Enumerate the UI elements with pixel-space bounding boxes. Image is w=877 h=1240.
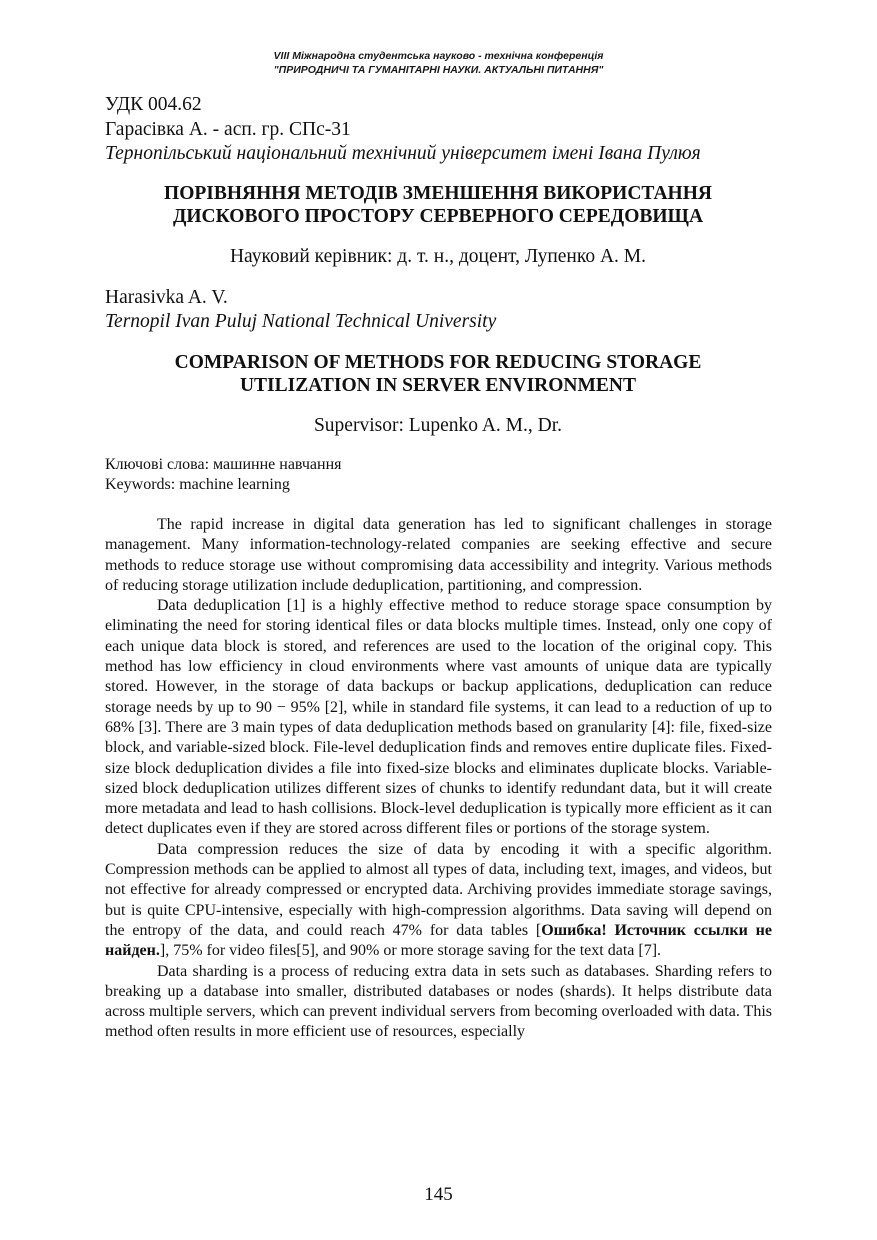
paragraph-3-text-a: Data compression reduces the size of data by encoding it with a specific algorithm. Compression methods can be applied to almost all types of data, including text, images, and videos, but not effective for already compressed or encrypted data. Archiving provides immediate storage savings, but is quite CPU-intensive, especially with high-compression algorithms. Data saving will depend on the entropy of the data, and could reach 47% for data tables [ <box>105 840 772 939</box>
conference-line-2: "ПРИРОДНИЧІ ТА ГУМАНІТАРНІ НАУКИ. АКТУАЛЬНІ ПИТАННЯ" <box>273 64 604 76</box>
paragraph-2: Data deduplication [1] is a highly effective method to reduce storage space consumption by eliminating the need for storing identical files or data blocks multiple times. Instead, only one copy of each unique data block is stored, and references are used to the location of the original copy. This method has low efficiency in cloud environments where vast amounts of unique data are typically stored. However, in the storage of data backups or backup applications, deduplication can reduce storage needs by up to 90 − 95% [2], while in standard file systems, it can lead to a reduction of up to 68% [3]. There are 3 main types of data deduplication methods based on granularity [4]: file, fixed-size block, and variable-sized block. File-level deduplication finds and removes entire duplicate files. Fixed-size block deduplication divides a file into fixed-size blocks and eliminates duplicate blocks. Variable-sized block deduplication utilizes different sizes of chunks to identify redundant data, but it will create more metadata and lead to hash collisions. Block-level deduplication is typically more efficient as it can detect duplicates even if they are stored across different files or portions of the storage system. <box>105 597 772 838</box>
conference-line-1: VIII Міжнародна студентська науково - технічна конференція <box>273 50 604 62</box>
title-ukrainian <box>105 182 771 228</box>
conference-header <box>0 49 877 77</box>
title-ukrainian-line-1: ПОРІВНЯННЯ МЕТОДІВ ЗМЕНШЕННЯ ВИКОРИСТАННЯ <box>164 183 712 204</box>
author-ukrainian: Гарасівка А. - асп. гр. СПс-31 <box>105 119 351 140</box>
paragraph-3-text-b: ], 75% for video files[5], and 90% or more storage saving for the text data [7]. <box>159 942 662 960</box>
page-number: 145 <box>424 1184 453 1205</box>
broken-reference-error: Ошибка! Источник ссылки не найден. <box>105 921 772 960</box>
paragraph-4: Data sharding is a process of reducing extra data in sets such as databases. Sharding refers to breaking up a database into smaller, distributed databases or nodes (shards). It helps distribute data across multiple servers, which can prevent individual servers from becoming overloaded with data. This method often results in more efficient use of resources, especially <box>105 962 772 1041</box>
university-english: Ternopil Ivan Puluj National Technical University <box>105 311 497 332</box>
keywords-ukrainian: Ключові слова: машинне навчання <box>105 456 342 473</box>
title-english-line-2: UTILIZATION IN SERVER ENVIRONMENT <box>239 375 637 396</box>
university-ukrainian: Тернопільський національний технічний університет імені Івана Пулюя <box>105 143 701 164</box>
paragraph-1: The rapid increase in digital data generation has led to significant challenges in storage management. Many information-technology-related companies are seeking effective and secure methods to reduce storage use without compromising data accessibility and integrity. Various methods of reducing storage utilization include deduplication, partitioning, and compression. <box>105 516 772 594</box>
body-text <box>105 515 772 1043</box>
supervisor-ukrainian: Науковий керівник: д. т. н., доцент, Лупенко А. М. <box>229 246 647 267</box>
paragraph-3 <box>105 840 772 962</box>
author-english: Harasivka A. V. <box>105 287 228 308</box>
title-ukrainian-line-2: ДИСКОВОГО ПРОСТОРУ СЕРВЕРНОГО СЕРЕДОВИЩА <box>172 206 704 227</box>
keywords-english: Keywords: machine learning <box>105 476 290 493</box>
udk-code: УДК 004.62 <box>105 94 202 115</box>
title-english-line-1: COMPARISON OF METHODS FOR REDUCING STORAGE <box>174 352 702 373</box>
title-english <box>105 351 771 397</box>
supervisor-english: Supervisor: Lupenko A. M., Dr. <box>313 415 563 436</box>
